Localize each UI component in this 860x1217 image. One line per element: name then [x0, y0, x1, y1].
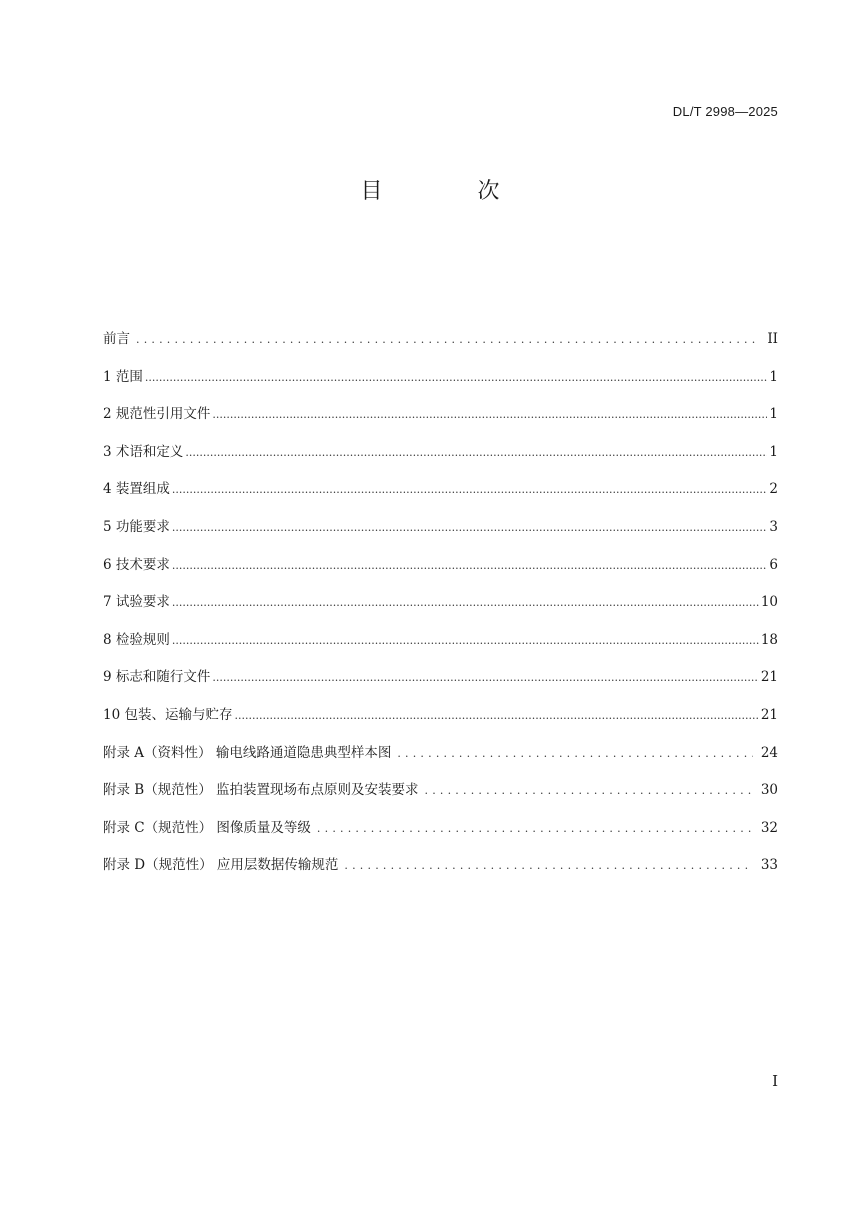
toc-entry-page: 2: [769, 481, 778, 498]
toc-entry-page: 18: [760, 631, 778, 648]
toc-dot-leader: [145, 371, 768, 384]
toc-entry-label: 附录 C（规范性） 图像质量及等级: [103, 819, 311, 836]
toc-entry-page: 1: [769, 368, 778, 385]
toc-entry[interactable]: [103, 402, 778, 440]
page-title: 目 次: [360, 179, 544, 204]
toc-dot-leader: [212, 408, 767, 421]
toc-entry[interactable]: [103, 703, 778, 741]
toc-entry-label: 1 范围: [103, 368, 143, 385]
document-code: DL/T 2998—2025: [672, 104, 778, 119]
toc-entry-page: II: [767, 331, 778, 347]
toc-entry-label: 4 装置组成: [103, 481, 170, 498]
toc-entry-label: 2 规范性引用文件: [103, 406, 211, 423]
toc-entry[interactable]: [103, 778, 778, 816]
toc-entry-page: 21: [760, 706, 778, 723]
toc-entry-page: 10: [760, 594, 778, 611]
toc-dot-leader: [185, 446, 767, 459]
toc-entry-page: 30: [760, 782, 778, 799]
table-of-contents: [103, 327, 778, 891]
toc-entry-page: 6: [769, 556, 778, 573]
toc-entry-page: 1: [769, 443, 778, 460]
toc-dot-leader: [212, 671, 758, 684]
toc-entry-page: 21: [760, 669, 778, 686]
toc-entry-page: 33: [760, 857, 778, 874]
toc-dot-leader: [172, 483, 768, 496]
toc-dot-leader: [172, 634, 759, 647]
toc-entry[interactable]: [103, 628, 778, 666]
toc-entry-label: 附录 D（规范性） 应用层数据传输规范: [103, 857, 339, 874]
toc-dot-leader: [425, 784, 753, 797]
toc-entry-page: 24: [760, 744, 778, 761]
toc-entry[interactable]: [103, 665, 778, 703]
toc-entry-label: 5 功能要求: [103, 518, 170, 535]
toc-dot-leader: [172, 596, 759, 609]
toc-entry-page: 32: [760, 819, 778, 836]
toc-entry[interactable]: [103, 515, 778, 553]
toc-dot-leader: [397, 747, 752, 760]
toc-entry[interactable]: [103, 816, 778, 854]
toc-entry-label: 前言: [103, 331, 130, 347]
toc-entry-label: 8 检验规则: [103, 631, 170, 648]
toc-entry-label: 9 标志和随行文件: [103, 669, 211, 686]
toc-entry[interactable]: [103, 590, 778, 628]
toc-entry-page: 3: [769, 518, 778, 535]
toc-entry-label: 10 包装、运输与贮存: [103, 706, 233, 723]
toc-entry-label: 7 试验要求: [103, 594, 170, 611]
toc-dot-leader: [136, 333, 759, 346]
toc-entry[interactable]: [103, 477, 778, 515]
toc-dot-leader: [234, 709, 758, 722]
toc-entry[interactable]: [103, 365, 778, 403]
toc-entry-label: 附录 B（规范性） 监拍装置现场布点原则及安装要求: [103, 782, 419, 799]
toc-dot-leader: [317, 822, 753, 835]
toc-dot-leader: [344, 859, 752, 872]
toc-entry-label: 6 技术要求: [103, 556, 170, 573]
toc-entry[interactable]: [103, 327, 778, 365]
toc-entry-label: 附录 A（资料性） 输电线路通道隐患典型样本图: [103, 744, 392, 761]
page-number: I: [772, 1072, 778, 1090]
toc-entry[interactable]: [103, 853, 778, 891]
toc-entry-page: 1: [769, 406, 778, 423]
toc-entry[interactable]: [103, 440, 778, 478]
toc-dot-leader: [172, 521, 768, 534]
toc-entry[interactable]: [103, 553, 778, 591]
toc-entry-label: 3 术语和定义: [103, 443, 184, 460]
toc-entry[interactable]: [103, 741, 778, 779]
toc-dot-leader: [172, 559, 768, 572]
